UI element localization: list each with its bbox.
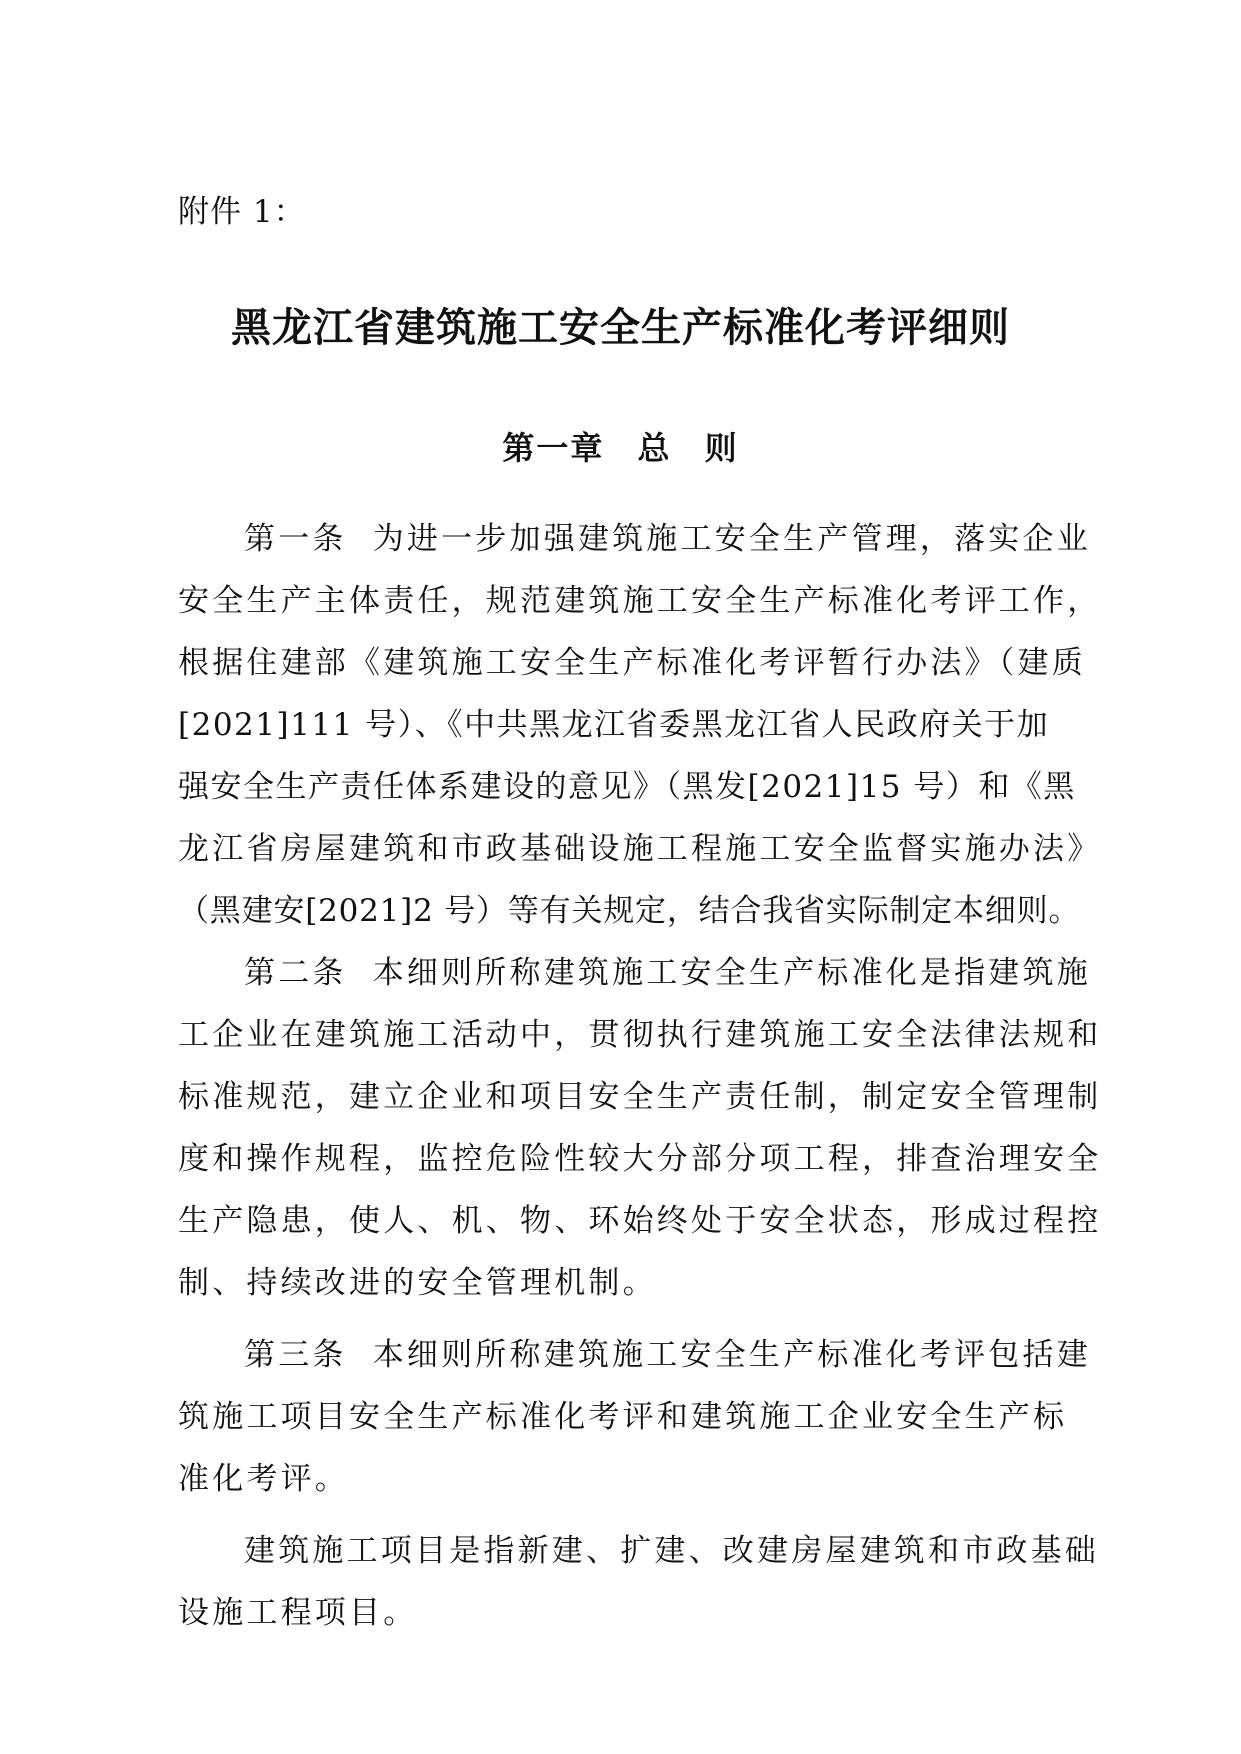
chapter-heading: 第一章 总 则 xyxy=(502,429,739,467)
paragraph-line: 工企业在建筑施工活动中，贯彻执行建筑施工安全法律法规和 xyxy=(178,1017,1102,1053)
paragraph-line: 强安全生产责任体系建设的意见》（黑发[2021]15 号）和《黑 xyxy=(178,769,1076,805)
paragraph-line: 筑施工项目安全生产标准化考评和建筑施工企业安全生产标 xyxy=(178,1399,1068,1435)
paragraph-line: 第三条 本细则所称建筑施工安全生产标准化考评包括建 xyxy=(244,1337,1091,1373)
paragraph-line: 第一条 为进一步加强建筑施工安全生产管理，落实企业 xyxy=(244,521,1091,557)
document-title: 黑龙江省建筑施工安全生产标准化考评细则 xyxy=(231,305,1010,351)
paragraph-line: 标准规范，建立企业和项目安全生产责任制，制定安全管理制 xyxy=(178,1079,1102,1115)
paragraph-line: 安全生产主体责任，规范建筑施工安全生产标准化考评工作， xyxy=(178,583,1102,619)
paragraph-line: 设施工程项目。 xyxy=(178,1595,418,1631)
paragraph-line: 建筑施工项目是指新建、扩建、改建房屋建筑和市政基础 xyxy=(244,1533,1099,1569)
attachment-label: 附件 1： xyxy=(178,194,306,230)
paragraph-line: 度和操作规程，监控危险性较大分部分项工程，排查治理安全 xyxy=(178,1141,1102,1177)
paragraph-line: 根据住建部《建筑施工安全生产标准化考评暂行办法》（建质 xyxy=(178,645,1086,681)
paragraph-line: 龙江省房屋建筑和市政基础设施工程施工安全监督实施办法》 xyxy=(178,831,1102,867)
paragraph-line: 准化考评。 xyxy=(178,1461,349,1497)
document-body xyxy=(178,508,1102,1644)
paragraph-line: （黑建安[2021]2 号）等有关规定，结合我省实际制定本细则。 xyxy=(178,893,1081,929)
paragraph-line: 制、持续改进的安全管理机制。 xyxy=(178,1265,657,1301)
paragraph-line: 生产隐患，使人、机、物、环始终处于安全状态，形成过程控 xyxy=(178,1203,1102,1239)
paragraph-line: 第二条 本细则所称建筑施工安全生产标准化是指建筑施 xyxy=(244,955,1091,991)
paragraph-line: [2021]111 号）、《中共黑龙江省委黑龙江省人民政府关于加 xyxy=(178,707,1050,743)
